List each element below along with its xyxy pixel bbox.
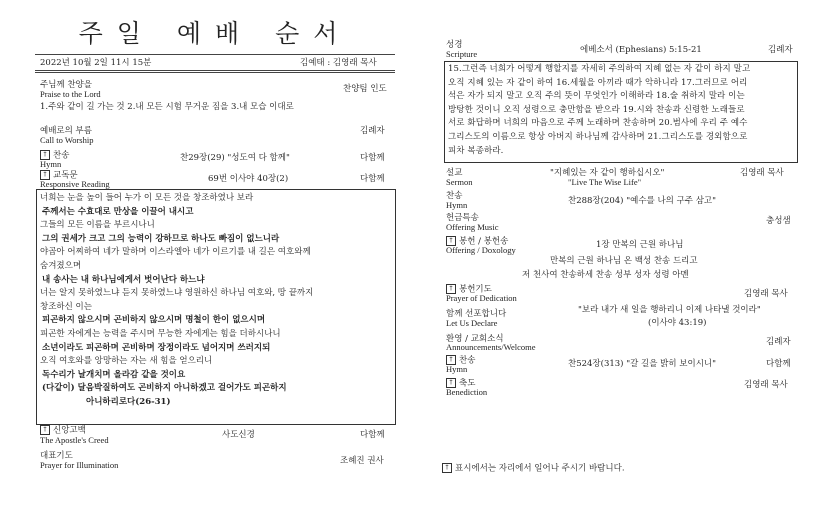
passage-line: 서로 화답하며 너희의 마음으로 주께 노래하며 찬송하며 20.범사에 우리 주 예수: [448, 118, 748, 129]
offering-hymn: 1장 만복의 근원 하나님: [596, 240, 684, 250]
scripture-title-en: Scripture: [446, 49, 478, 59]
creed-who: 다함께: [360, 430, 385, 440]
creed-title-kr: [40, 425, 86, 436]
welcome-who: 김례자: [766, 337, 791, 347]
responsive-who: 다함께: [360, 174, 385, 184]
stand-icon: †: [446, 284, 456, 294]
call-title-en: Call to Worship: [40, 135, 94, 145]
hymn1-title-kr-text: 찬송: [53, 150, 70, 161]
illumination-title-kr: 대표기도: [40, 451, 73, 461]
dedication-title-kr-text: 봉헌기도: [459, 284, 492, 295]
praise-leader: 찬양팀 인도: [343, 84, 387, 94]
declare-title-kr: 함께 선포합니다: [446, 309, 507, 319]
passage-line: 방탕한 것이니 오직 성령으로 충만함을 받으라 19.시와 찬송과 신령한 노래들로: [448, 104, 745, 115]
reading-line: 독수리가 날개치며 올라감 같을 것이요: [42, 369, 186, 380]
welcome-title-kr: 환영 / 교회소식: [446, 334, 504, 344]
sermon-title-en: Sermon: [446, 177, 473, 187]
passage-line: 석은 자가 되지 말고 오직 주의 뜻이 무엇인가 이해하라 18.술 취하지 말라 이는: [448, 91, 745, 102]
reading-line: 주께서는 수효대로 만상을 이끌어 내시고: [42, 206, 194, 217]
music-title-kr: 헌금특송: [446, 213, 479, 223]
illumination-who: 조혜진 권사: [340, 456, 384, 466]
reading-line: 그들의 모든 이름을 부르시나니: [40, 220, 155, 231]
stand-icon: †: [40, 170, 50, 180]
standing-note-text: 표시에서는 자리에서 일어나 주시기 바랍니다.: [455, 463, 625, 474]
hymn2-name: 찬288장(204) "예수를 나의 구주 삼고": [568, 196, 717, 206]
passage-line: 피차 복종하라.: [448, 145, 504, 156]
passage-line: 오직 지혜 있는 자 같이 하여 16.세월을 아끼라 때가 악하니라 17.그러므로 어리: [448, 77, 748, 88]
service-date: 2022년 10월 2일 11시 15분: [40, 58, 152, 68]
creed-title-en: The Apostle's Creed: [40, 435, 109, 445]
sermon-who: 김영래 목사: [740, 168, 784, 178]
reading-line: 피곤하지 않으시며 곤비하지 않으시며 명철이 한이 없으시며: [42, 315, 266, 326]
declare-ref: (이사야 43:19): [648, 318, 707, 328]
responsive-title-kr-text: 교독문: [53, 170, 78, 181]
page-title: 주일 예배 순서: [78, 19, 352, 48]
reading-line: 그의 권세가 크고 그의 능력이 강하므로 하나도 빠짐이 없느니라: [42, 233, 280, 244]
call-leader: 김례자: [360, 126, 385, 136]
scripture-who: 김례자: [768, 45, 793, 55]
sermon-title-kr: 설교: [446, 168, 463, 178]
reading-line: 창조하신 이는: [40, 301, 92, 312]
reading-line: 아니하리로다(26-31): [86, 397, 171, 407]
hymn2-title-kr: 찬송: [446, 191, 463, 201]
dedication-title-en: Prayer of Dedication: [446, 293, 517, 303]
hymn3-who: 다함께: [766, 359, 791, 369]
praise-title-kr: 주님께 찬양을: [40, 80, 92, 90]
declare-text: "보라 내가 새 일을 행하리니 이제 나타낼 것이라": [578, 305, 761, 315]
responsive-ref: 69번 이사야 40장(2): [208, 174, 289, 184]
hymn3-title-en: Hymn: [446, 364, 468, 374]
hymn1-name: 찬29장(29) "성도여 다 함께": [180, 153, 290, 163]
header-preacher: 김예태 : 김영래 목사: [300, 58, 377, 68]
standing-note: [442, 463, 625, 474]
hymn1-title-en: Hymn: [40, 159, 62, 169]
reading-line: 소년이라도 피곤하며 곤비하며 장정이라도 넘어지며 쓰러지되: [42, 342, 271, 353]
stand-icon: †: [446, 236, 456, 246]
hymn2-title-en: Hymn: [446, 200, 468, 210]
creed-title-kr-text: 신앙고백: [53, 425, 86, 436]
reading-line: 오직 여호와를 앙망하는 자는 새 힘을 얻으리니: [40, 356, 213, 367]
benediction-title-kr-text: 축도: [459, 378, 476, 389]
benediction-who: 김영래 목사: [744, 380, 788, 390]
offering-title-kr-text: 봉헌 / 봉헌송: [459, 236, 509, 247]
offering-line2: 저 천사여 찬송하세 찬송 성부 성자 성령 아멘: [522, 270, 689, 280]
stand-icon: †: [446, 355, 456, 365]
call-title-kr: 예배로의 부름: [40, 126, 92, 136]
welcome-title-en: Announcements/Welcome: [446, 342, 536, 352]
praise-songs: 1.주와 같이 길 가는 것 2.내 모든 시험 무거운 짐을 3.내 모습 이대로: [40, 102, 294, 112]
hymn1-who: 다함께: [360, 153, 385, 163]
benediction-title-en: Benediction: [446, 387, 488, 397]
reading-line: 피곤한 자에게는 능력을 주시며 무능한 자에게는 힘을 더하시나니: [40, 329, 281, 339]
reading-line: 너는 알지 못하였느냐 듣지 못하였느냐 영원하신 하나님 여호와, 땅 끝까지: [40, 288, 314, 299]
divider: [35, 70, 395, 73]
hymn3-name: 찬524장(313) "갈 길을 밝히 보이시니": [568, 359, 717, 369]
reading-line: (다같이) 달음박질하여도 곤비하지 아니하겠고 걸어가도 피곤하지: [42, 383, 287, 394]
scripture-ref: 에베소서 (Ephesians) 5:15-21: [580, 45, 702, 55]
hymn3-title-kr-text: 찬송: [459, 355, 476, 366]
reading-line: 너희는 눈을 높이 들어 누가 이 모든 것을 창조하였나 보라: [40, 193, 254, 203]
sermon-title: "지혜있는 자 같이 행하십시오": [550, 168, 665, 178]
stand-icon: †: [40, 425, 50, 435]
dedication-who: 김영래 목사: [744, 289, 788, 299]
stand-icon: †: [442, 463, 452, 473]
passage-line: 그리스도의 이름으로 항상 아버지 하나님께 감사하며 21.그리스도를 경외함으로: [448, 132, 748, 142]
illumination-title-en: Prayer for Illumination: [40, 460, 119, 470]
declare-title-en: Let Us Declare: [446, 318, 498, 328]
reading-line: 숨겨졌으며: [40, 261, 82, 271]
music-title-en: Offering Music: [446, 222, 499, 232]
creed-name: 사도신경: [222, 430, 255, 440]
divider: [35, 54, 395, 55]
scripture-title-kr: 성경: [446, 40, 463, 50]
offering-line1: 만복의 근원 하나님 온 백성 찬송 드리고: [550, 256, 698, 266]
responsive-title-en: Responsive Reading: [40, 179, 110, 189]
offering-title-en: Offering / Doxology: [446, 245, 516, 255]
reading-line: 내 송사는 내 하나님에게서 벗어난다 하느냐: [42, 274, 205, 285]
passage-line: 15.그런즉 너희가 어떻게 행할지를 자세히 주의하여 지혜 없는 자 같이 하지 말고: [448, 64, 751, 74]
stand-icon: †: [446, 378, 456, 388]
reading-line: 야곱아 어찌하여 네가 말하며 이스라엘아 네가 이르기를 내 길은 여호와께: [40, 247, 311, 258]
praise-title-en: Praise to the Lord: [40, 89, 101, 99]
music-who: 충성샘: [766, 216, 791, 226]
stand-icon: †: [40, 150, 50, 160]
sermon-title-english: "Live The Wise Life": [568, 177, 642, 187]
